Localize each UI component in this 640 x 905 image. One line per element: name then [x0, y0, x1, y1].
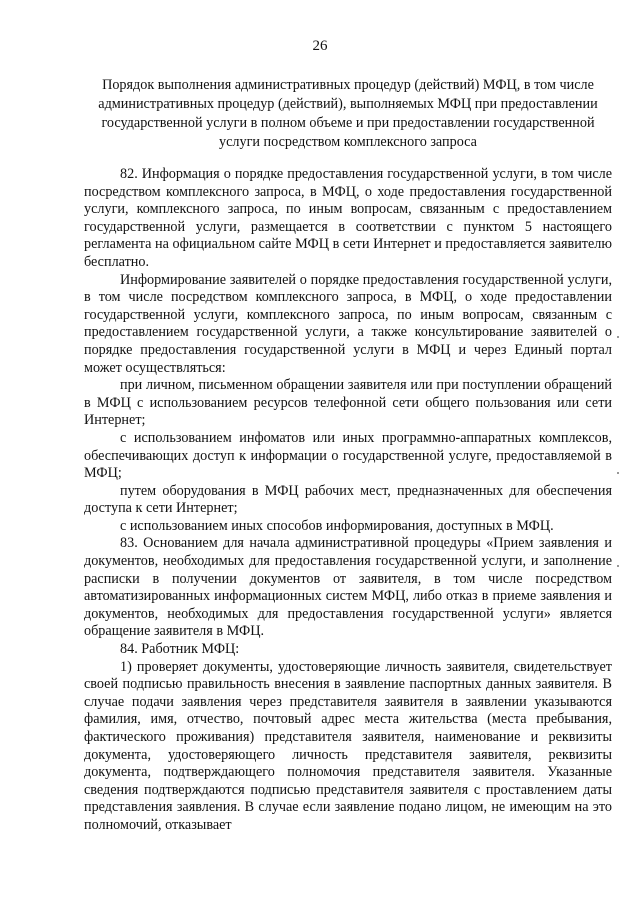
paragraph-method-personal: при личном, письменном обращении заявителя или при поступлении обращений в МФЦ с использованием ресурсов телефонной сети общего пользования или сети Интернет;: [84, 377, 612, 429]
paragraph-82: 82. Информация о порядке предоставления государственной услуги, в том числе посредством комплексного запроса, в МФЦ, о ходе предоставления государственной услуги, комплексного запроса, по иным вопросам, связанным с предоставлением государственной услуги, размещается в соответствии с пунктом 5 настоящего регламента на официальном сайте МФЦ в сети Интернет и предоставляется заявителю бесплатно.: [84, 166, 612, 270]
paragraph-method-infomats: с использованием инфоматов или иных программно-аппаратных комплексов, обеспечивающих доступ к информации о государственной услуге, предоставляемой в МФЦ;: [84, 429, 612, 482]
paragraph-method-other: с использованием иных способов информирования, доступных в МФЦ.: [120, 517, 554, 534]
paragraph-informing: Информирование заявителей о порядке предоставления государственной услуги, в том числе посредством комплексного запроса, в МФЦ, о ходе предоставлении государственной услуги, комплексного запроса, по иным вопросам, связанным с предоставлением государственной услуги, а также консультирование заявителей о порядке предоставления государственной услуги в МФЦ и через Единый портал может осуществляться:: [84, 271, 612, 376]
document-body: [84, 166, 612, 835]
paragraph-84: 84. Работник МФЦ:: [120, 641, 240, 658]
paragraph-method-workplaces: путем оборудования в МФЦ рабочих мест, предназначенных для обеспечения доступа к сети Интернет;: [84, 482, 612, 517]
scan-speck: [617, 565, 619, 567]
scan-speck: [617, 472, 619, 474]
page-number: 26: [312, 38, 328, 54]
paragraph-83: 83. Основанием для начала административной процедуры «Прием заявления и документов, необходимых для предоставления государственной услуги, и заполнение расписки в получении документов от заявителя, в том числе посредством автоматизированных информационных систем МФЦ, либо отказ в приеме заявления и документов, необходимых для предоставления государственной услуги» является обращение заявителя в МФЦ.: [84, 535, 612, 640]
scan-speck: [617, 336, 619, 338]
section-heading: Порядок выполнения административных процедур (действий) МФЦ, в том числе административных процедур (действий), выполняемых МФЦ при предоставлении государственной услуги в полном объеме и при предоставлении государственной услуги посредством комплексного запроса: [98, 77, 598, 150]
paragraph-84-item-1: 1) проверяет документы, удостоверяющие личность заявителя, свидетельствует своей подписью правильность внесения в заявление паспортных данных заявителя. В случае подачи заявления через представителя заявителя в заявлении указываются фамилия, имя, отчество, почтовый адрес места жительства (места пребывания, фактического проживания) представителя заявителя, наименование и реквизиты документа, удостоверяющего личность представителя заявителя, реквизиты документа, подтверждающего полномочия представителя заявителя. Указанные сведения подтверждаются подписью представителя заявителя с проставлением даты представления заявления. В случае если заявление подано лицом, не имеющим на это полномочий, отказывает: [84, 658, 612, 833]
